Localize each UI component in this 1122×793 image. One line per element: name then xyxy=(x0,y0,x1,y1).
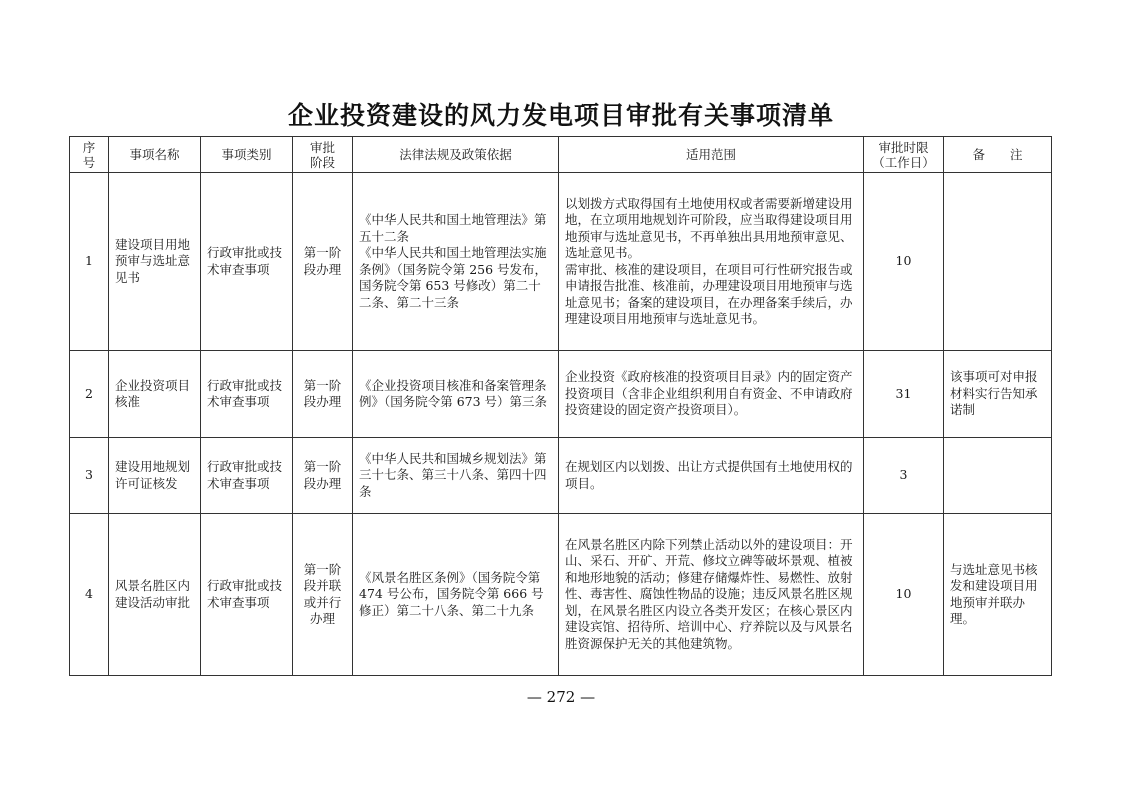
row-remark xyxy=(944,438,1052,514)
header-type: 事项类别 xyxy=(201,137,293,173)
row-scope: 企业投资《政府核准的投资项目目录》内的固定资产投资项目（含非企业组织利用自有资金、不申请政府投资建设的固定资产投资项目）。 xyxy=(559,351,864,438)
row-type: 行政审批或技术审查事项 xyxy=(201,514,293,676)
header-scope: 适用范围 xyxy=(559,137,864,173)
row-name: 风景名胜区内建设活动审批 xyxy=(109,514,201,676)
row-days: 31 xyxy=(864,351,944,438)
row-seq: 3 xyxy=(70,438,109,514)
header-seq: 序 号 xyxy=(70,137,109,173)
header-remark: 备 注 xyxy=(944,137,1052,173)
row-remark: 与选址意见书核发和建设项目用地预审并联办理。 xyxy=(944,514,1052,676)
table-row xyxy=(70,351,1052,438)
item-list-table xyxy=(69,136,1052,676)
row-stage: 第一阶段并联或并行办理 xyxy=(293,514,353,676)
row-stage: 第一阶段办理 xyxy=(293,351,353,438)
row-remark xyxy=(944,173,1052,351)
header-days: 审批时限 （工作日） xyxy=(864,137,944,173)
row-days: 10 xyxy=(864,173,944,351)
row-name: 企业投资项目核准 xyxy=(109,351,201,438)
row-scope: 以划拨方式取得国有土地使用权或者需要新增建设用地，在立项用地规划许可阶段，应当取得建设项目用地预审与选址意见书，不再单独出具用地预审意见、选址意见书。 需审批、核准的建设项目，在项目可行性研究报告或申请报告批准、核准前，办理建设项目用地预审与选址意见书；备案的建设项目，在办理备案手续后，办理建设项目用地预审与选址意见书。 xyxy=(559,173,864,351)
row-seq: 1 xyxy=(70,173,109,351)
row-basis: 《中华人民共和国土地管理法》第五十二条 《中华人民共和国土地管理法实施条例》（国务院令第 256 号发布，国务院令第 653 号修改）第二十二条、第二十三条 xyxy=(353,173,559,351)
row-days: 10 xyxy=(864,514,944,676)
row-seq: 2 xyxy=(70,351,109,438)
row-type: 行政审批或技术审查事项 xyxy=(201,351,293,438)
header-name: 事项名称 xyxy=(109,137,201,173)
row-remark: 该事项可对申报材料实行告知承诺制 xyxy=(944,351,1052,438)
row-type: 行政审批或技术审查事项 xyxy=(201,438,293,514)
row-name: 建设用地规划许可证核发 xyxy=(109,438,201,514)
table-row xyxy=(70,173,1052,351)
header-stage: 审批 阶段 xyxy=(293,137,353,173)
table-row xyxy=(70,514,1052,676)
row-name: 建设项目用地预审与选址意见书 xyxy=(109,173,201,351)
row-basis: 《风景名胜区条例》（国务院令第 474 号公布，国务院令第 666 号修正）第二十八条、第二十九条 xyxy=(353,514,559,676)
row-days: 3 xyxy=(864,438,944,514)
row-basis: 《企业投资项目核准和备案管理条例》（国务院令第 673 号）第三条 xyxy=(353,351,559,438)
page-number: — 272 — xyxy=(526,688,596,706)
table-row xyxy=(70,438,1052,514)
row-scope: 在风景名胜区内除下列禁止活动以外的建设项目：开山、采石、开矿、开荒、修坟立碑等破坏景观、植被和地形地貌的活动；修建存储爆炸性、易燃性、放射性、毒害性、腐蚀性物品的设施；违反风景名胜区规划，在风景名胜区内设立各类开发区；在核心景区内建设宾馆、招待所、培训中心、疗养院以及与风景名胜资源保护无关的其他建筑物。 xyxy=(559,514,864,676)
row-stage: 第一阶段办理 xyxy=(293,173,353,351)
header-basis: 法律法规及政策依据 xyxy=(353,137,559,173)
row-seq: 4 xyxy=(70,514,109,676)
table-header-row xyxy=(70,137,1052,173)
row-stage: 第一阶段办理 xyxy=(293,438,353,514)
row-type: 行政审批或技术审查事项 xyxy=(201,173,293,351)
row-basis: 《中华人民共和国城乡规划法》第三十七条、第三十八条、第四十四条 xyxy=(353,438,559,514)
page-title: 企业投资建设的风力发电项目审批有关事项清单 xyxy=(287,101,834,130)
row-scope: 在规划区内以划拨、出让方式提供国有土地使用权的项目。 xyxy=(559,438,864,514)
